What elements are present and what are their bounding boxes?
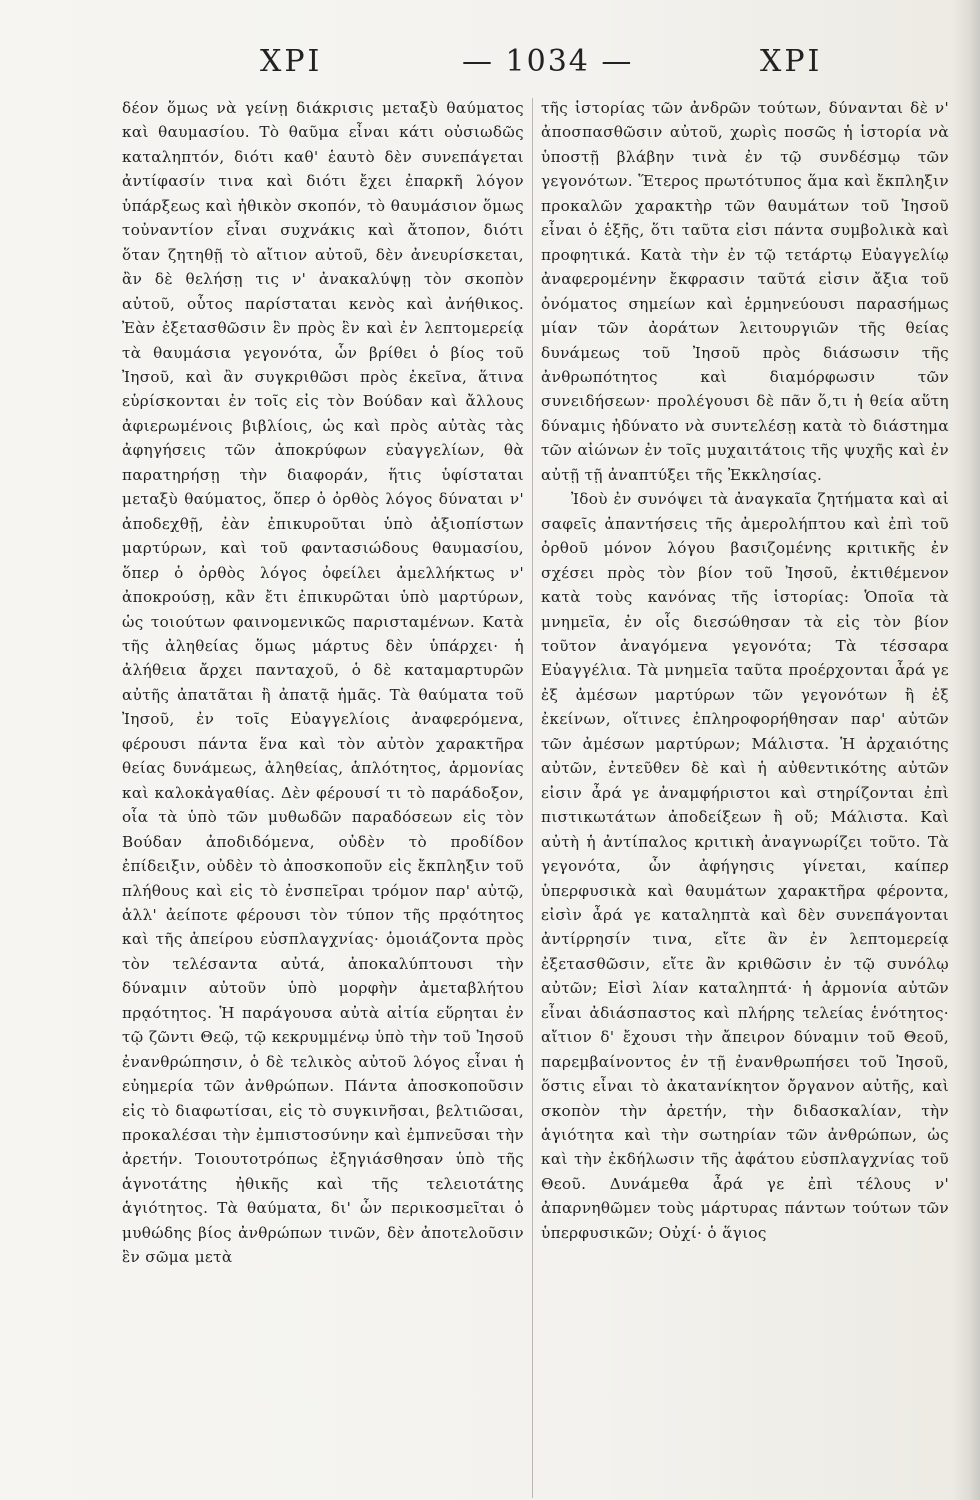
- right-paragraph-1: τῆς ἱστορίας τῶν ἀνδρῶν τούτων, δύνανται δὲ ν' ἀποσπασθῶσιν αὐτοῦ, χωρὶς ποσῶς ἡ ἱστορία νὰ ὑποστῇ βλάβην τινὰ ἐν τῷ συνδέσμῳ τῶν γεγονότων. Ἕτερος πρωτότυπος ἅμα καὶ ἔκπληξιν προκαλῶν χαρακτὴρ τῶν θαυμάτων τοῦ Ἰησοῦ εἶναι ὁ ἑξῆς, ὅτι ταῦτα εἰσι πάντα συμβολικὰ καὶ προφητικά. Κατὰ τὴν ἐν τῷ τετάρτῳ Εὐαγγελίῳ ἀναφερομένην ἔκφρασιν ταῦτά εἰσιν ἄξια τοῦ ὀνόματος σημείων καὶ ἑρμηνεύουσι παρασήμως μίαν τῶν ἀοράτων λειτουργιῶν τῆς θείας δυνάμεως τοῦ Ἰησοῦ πρὸς διάσωσιν τῆς ἀνθρωπότητος καὶ διαμόρφωσιν τῶν συνειδήσεων· προλέγουσι δὲ πᾶν ὅ,τι ἡ θεία αὕτη δύναμις ἠδύνατο νὰ συντελέσῃ κατὰ τὸ διάστημα τῶν αἰώνων ἐν τοῖς μυχαιτάτοις τῆς ψυχῆς καὶ ἐν αὐτῇ τῇ ἀναπτύξει τῆς Ἐκκλησίας.: [541, 99, 949, 484]
- headword-left: ΧΡΙ: [260, 44, 323, 79]
- left-column: [122, 96, 524, 1496]
- spine-shadow: [952, 0, 980, 1500]
- right-paragraph-2: Ἰδοὺ ἐν συνόψει τὰ ἀναγκαῖα ζητήματα καὶ αἱ σαφεῖς ἀπαντήσεις τῆς ἀμερολήπτου καὶ ἐπὶ τοῦ ὀρθοῦ μόνον λόγου βασιζομένης κριτικῆς ἐν σχέσει πρὸς τὸν βίον τοῦ Ἰησοῦ, ἐκτιθέμενον κατὰ τοὺς κανόνας τῆς ἱστορίας: Ὁποῖα τὰ μνημεῖα, ἐν οἷς διεσώθησαν τὰ εἰς τὸν βίον τοῦτον ἀναγόμενα γεγονότα; Τὰ τέσσαρα Εὐαγγέλια. Τὰ μνημεῖα ταῦτα προέρχονται ἆρά γε ἐξ ἀμέσων μαρτύρων τῶν γεγονότων ἢ ἐξ ἐκείνων, οἵτινες ἐπληροφορήθησαν παρ' αὐτῶν τῶν ἀμέσων μαρτύρων; Μάλιστα. Ἡ ἀρχαιότης αὐτῶν, ἐντεῦθεν δὲ καὶ ἡ αὐθεντικότης αὐτῶν εἰσιν ἆρά γε ἀναμφήριστοι καὶ στηρίζονται ἐπὶ πιστικωτάτων ἀποδείξεων ἢ οὔ; Μάλιστα. Καὶ αὐτὴ ἡ ἀντίπαλος κριτικὴ ἀναγνωρίζει τοῦτο. Τὰ γεγονότα, ὧν ἀφήγησις γίνεται, καίπερ ὑπερφυσικὰ καὶ θαυμάτων χαρακτῆρα φέροντα, εἰσὶν ἆρά γε καταληπτὰ καὶ δὲν συνεπάγονται ἀντίρρησίν τινα, εἴτε ἂν ἐν λεπτομερείᾳ ἐξετασθῶσιν, εἴτε ἂν κριθῶσιν ἐν τῷ συνόλῳ αὐτῶν; Εἰσὶ λίαν καταληπτά· ἡ ἁρμονία αὐτῶν εἶναι ἀδιάσπαστος καὶ πλήρης τελείας ἑνότητος· αἴτιον δ' ἔχουσι τὴν ἄπειρον δύναμιν τοῦ Θεοῦ, παρεμβαίνοντος ἐν τῇ ἐνανθρωπήσει τοῦ Ἰησοῦ, ὅστις εἶναι τὸ ἀκατανίκητον ὄργανον αὐτῆς, καὶ σκοπὸν τὴν ἀρετήν, τὴν διδασκαλίαν, τὴν ἁγιότητα καὶ τὴν σωτηρίαν τῶν ἀνθρώπων, ὡς καὶ τὴν ἐκδήλωσιν τῆς ἀφάτου εὐσπλαγχνίας τοῦ Θεοῦ. Δυνάμεθα ἆρά γε ἐπὶ τέλους ν' ἀπαρνηθῶμεν τοὺς μάρτυρας πάντων τούτων τῶν ὑπερφυσικῶν; Οὐχί· ὁ ἅγιος: [541, 490, 949, 1242]
- left-column-text: δέον ὅμως νὰ γείνῃ διάκρισις μεταξὺ θαύματος καὶ θαυμασίου. Τὸ θαῦμα εἶναι κάτι οὐσιωδῶς καταληπτόν, διότι καθ' ἑαυτὸ δὲν συνεπάγεται ἀντίφασίν τινα καὶ διότι ἔχει ἐπαρκῆ λόγον ὑπάρξεως καὶ ἠθικὸν σκοπόν, τὸ θαυμάσιον ὅμως τοὐναντίον εἶναι συχνάκις καὶ ἄτοπον, διότι ὅταν ζητηθῇ τὸ αἴτιον αὐτοῦ, δὲν ἀνευρίσκεται, ἂν δὲ θελήσῃ τις ν' ἀνακαλύψῃ τὸν σκοπὸν αὐτοῦ, οὗτος παρίσταται κενὸς καὶ ἀνήθικος. Ἐὰν ἐξετασθῶσιν ἓν πρὸς ἓν καὶ ἐν λεπτομερείᾳ τὰ θαυμάσια γεγονότα, ὧν βρίθει ὁ βίος τοῦ Ἰησοῦ, καὶ ἂν συγκριθῶσι πρὸς ἐκεῖνα, ἅτινα εὑρίσκονται ἐν τοῖς εἰς τὸν Βούδαν καὶ ἄλλους ἀφιερωμένοις βιβλίοις, ὡς καὶ πρὸς αὐτὰς τὰς ἀφηγήσεις τῶν ἀποκρύφων εὐαγγελίων, θὰ παρατηρήσῃ τὴν διαφοράν, ἥτις ὑφίσταται μεταξὺ θαύματος, ὅπερ ὁ ὀρθὸς λόγος δύναται ν' ἀποδεχθῇ, ἐὰν ἐπικυροῦται ὑπὸ ἀξιοπίστων μαρτύρων, καὶ τοῦ φαντασιώδους θαυμασίου, ὅπερ ὁ ὀρθὸς λόγος ὀφείλει ἀμελλήκτως ν' ἀποκρούσῃ, κἂν ἔτι ἐπικυρῶται ὑπὸ μαρτύρων, ὡς τοιούτων φαινομενικῶς παρισταμένων. Κατὰ τῆς ἀληθείας ὅμως μάρτυς δὲν ὑπάρχει· ἡ ἀλήθεια ἄρχει πανταχοῦ, ὁ δὲ καταμαρτυρῶν αὐτῆς ἀπατᾶται ἢ ἀπατᾷ ἡμᾶς. Τὰ θαύματα τοῦ Ἰησοῦ, ἐν τοῖς Εὐαγγελίοις ἀναφερόμενα, φέρουσι πάντα ἕνα καὶ τὸν αὐτὸν χαρακτῆρα θείας δυνάμεως, ἀληθείας, ἁπλότητος, ἁρμονίας καὶ καλοκἀγαθίας. Δὲν φέρουσί τι τὸ παράδοξον, οἷα τὰ ὑπὸ τῶν μυθωδῶν παραδόσεων εἰς τὸν Βούδαν ἀποδιδόμενα, οὐδὲν τὸ προδίδον ἐπίδειξιν, οὐδὲν τὸ ἀποσκοποῦν εἰς ἔκπληξιν τοῦ πλήθους καὶ εἰς τὸ ἐνσπεῖραι τρόμον παρ' αὐτῷ, ἀλλ' ἀείποτε φέρουσι τὸν τύπον τῆς πρᾳότητος καὶ τῆς ἀπείρου εὐσπλαγχνίας· ὁμοιάζοντα πρὸς τὸν τελέσαντα αὐτά, ἀποκαλύπτουσι τὴν δύναμιν αὐτοῦν ὑπὸ μορφὴν ἀμεταβλήτου πρᾳότητος. Ἡ παράγουσα αὐτὰ αἰτία εὕρηται ἐν τῷ ζῶντι Θεῷ, τῷ κεκρυμμένῳ ὑπὸ τὴν τοῦ Ἰησοῦ ἐνανθρώπησιν, ὁ δὲ τελικὸς αὐτοῦ λόγος εἶναι ἡ εὐημερία τῶν ἀνθρώπων. Πάντα ἀποσκοποῦσιν εἰς τὸ διαφωτίσαι, εἰς τὸ συγκινῆσαι, βελτιῶσαι, προκαλέσαι τὴν ἐμπιστοσύνην καὶ ἐμπνεῦσαι τὴν ἀρετήν. Τοιουτοτρόπως ἐξηγιάσθησαν ὑπὸ τῆς ἁγνοτάτης ἠθικῆς καὶ τῆς τελειοτάτης ἁγιότητος. Τὰ θαύματα, δι' ὧν περικοσμεῖται ὁ μυθώδης βίος ἀνθρώπων τινῶν, δὲν ἀποτελοῦσιν ἓν σῶμα μετὰ: [122, 99, 524, 1267]
- running-header: [110, 44, 910, 84]
- right-column: [541, 96, 949, 1496]
- page-number: — 1034 —: [462, 44, 634, 79]
- headword-right: ΧΡΙ: [760, 44, 823, 79]
- column-divider: [532, 98, 533, 1498]
